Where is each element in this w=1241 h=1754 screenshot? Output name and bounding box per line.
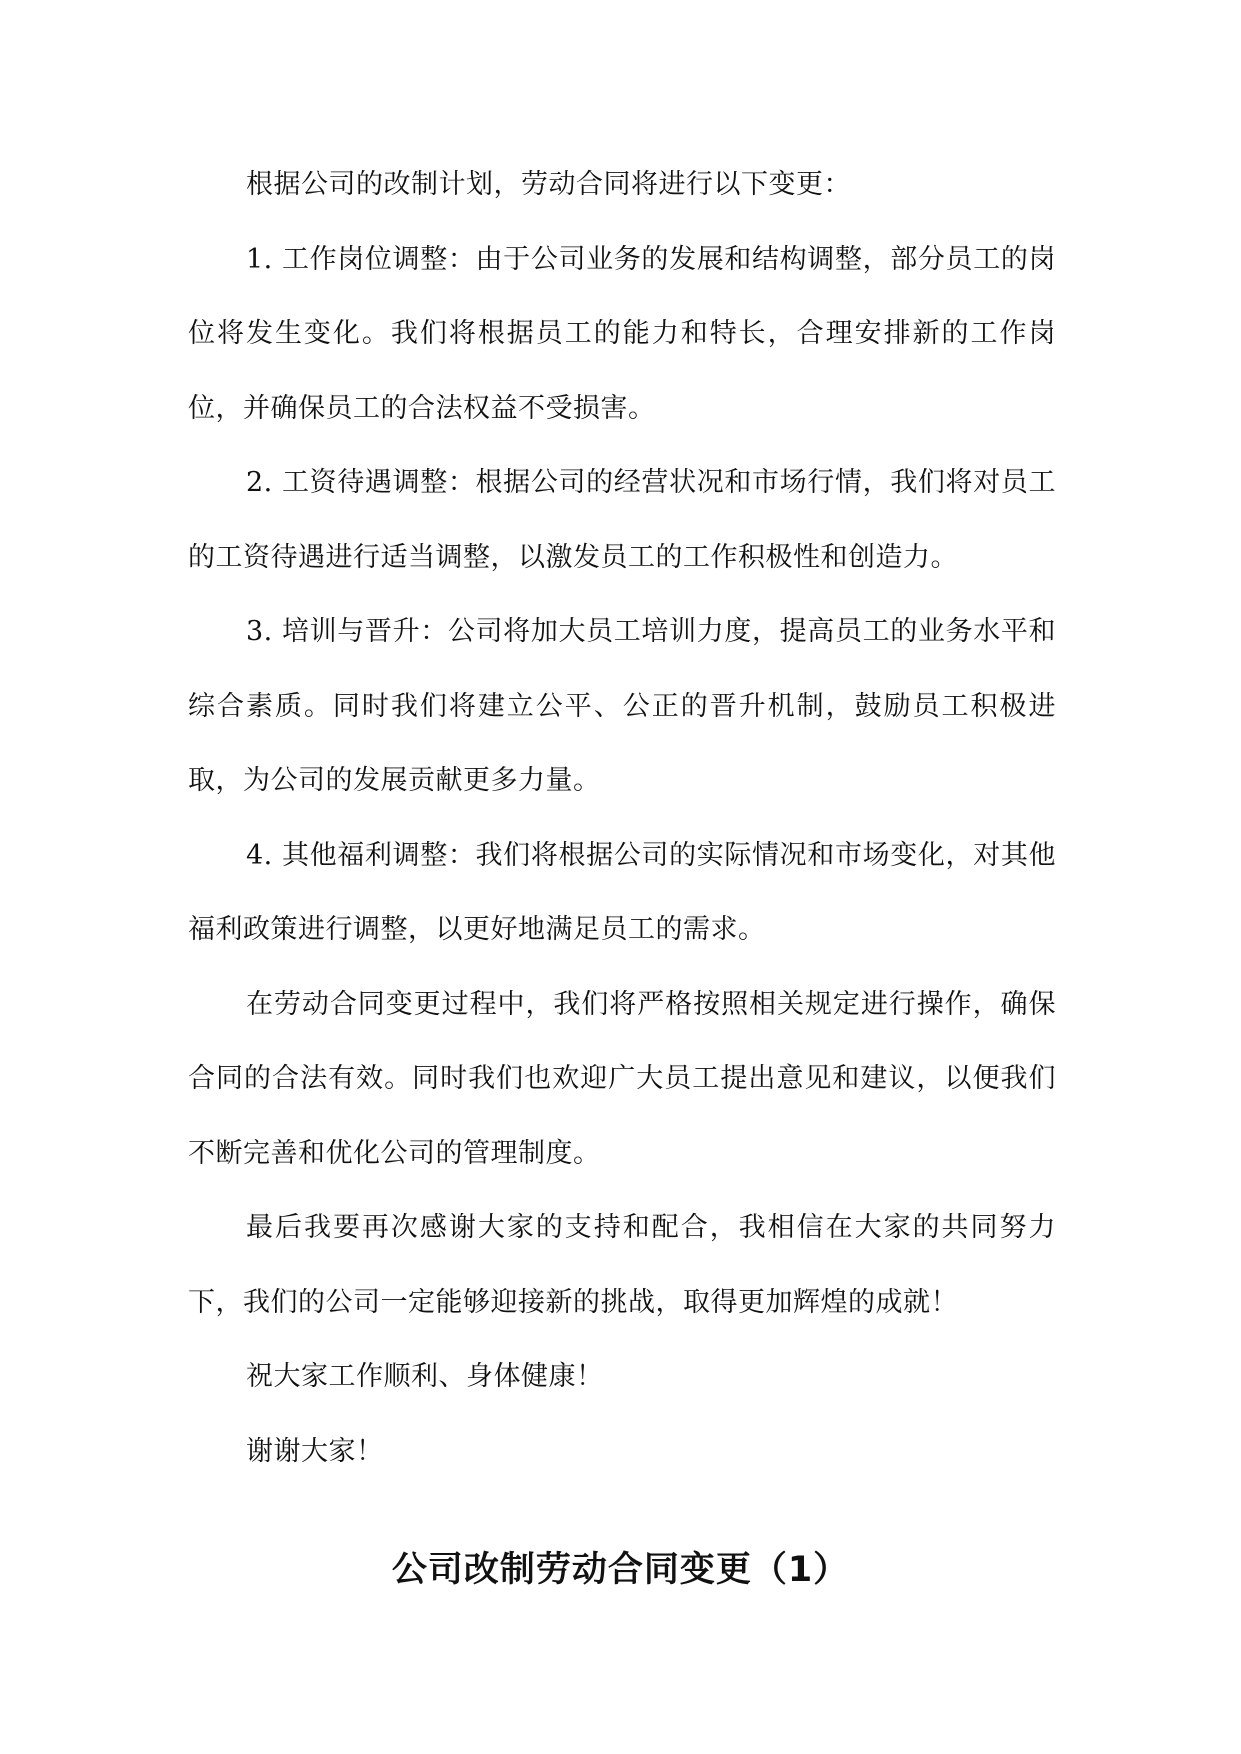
section-heading: 公司改制劳动合同变更（1）: [391, 1550, 850, 1590]
paragraph-item-2: 2. 工资待遇调整：根据公司的经营状况和市场行情，我们将对员工的工资待遇进行适当调整，以激发员工的工作积极性和创造力。: [188, 467, 1056, 573]
paragraph-item-3: 3. 培训与晋升：公司将加大员工培训力度，提高员工的业务水平和综合素质。同时我们将建立公平、公正的晋升机制，鼓励员工积极进取，为公司的发展贡献更多力量。: [188, 616, 1056, 796]
paragraph-wishes: 祝大家工作顺利、身体健康！: [246, 1361, 604, 1392]
paragraph-thanks: 最后我要再次感谢大家的支持和配合，我相信在大家的共同努力下，我们的公司一定能够迎接新的挑战，取得更加辉煌的成就！: [188, 1212, 1056, 1318]
document-body: [188, 148, 1056, 1489]
paragraph-item-4: 4. 其他福利调整：我们将根据公司的实际情况和市场变化，对其他福利政策进行调整，以更好地满足员工的需求。: [188, 839, 1056, 945]
paragraph-process: 在劳动合同变更过程中，我们将严格按照相关规定进行操作，确保合同的合法有效。同时我们也欢迎广大员工提出意见和建议，以便我们不断完善和优化公司的管理制度。: [188, 988, 1056, 1169]
paragraph-item-1: 1. 工作岗位调整：由于公司业务的发展和结构调整，部分员工的岗位将发生变化。我们将根据员工的能力和特长，合理安排新的工作岗位，并确保员工的合法权益不受损害。: [188, 243, 1056, 424]
paragraph-closing: 谢谢大家！: [246, 1435, 384, 1467]
paragraph-intro: 根据公司的改制计划，劳动合同将进行以下变更：: [246, 169, 851, 200]
